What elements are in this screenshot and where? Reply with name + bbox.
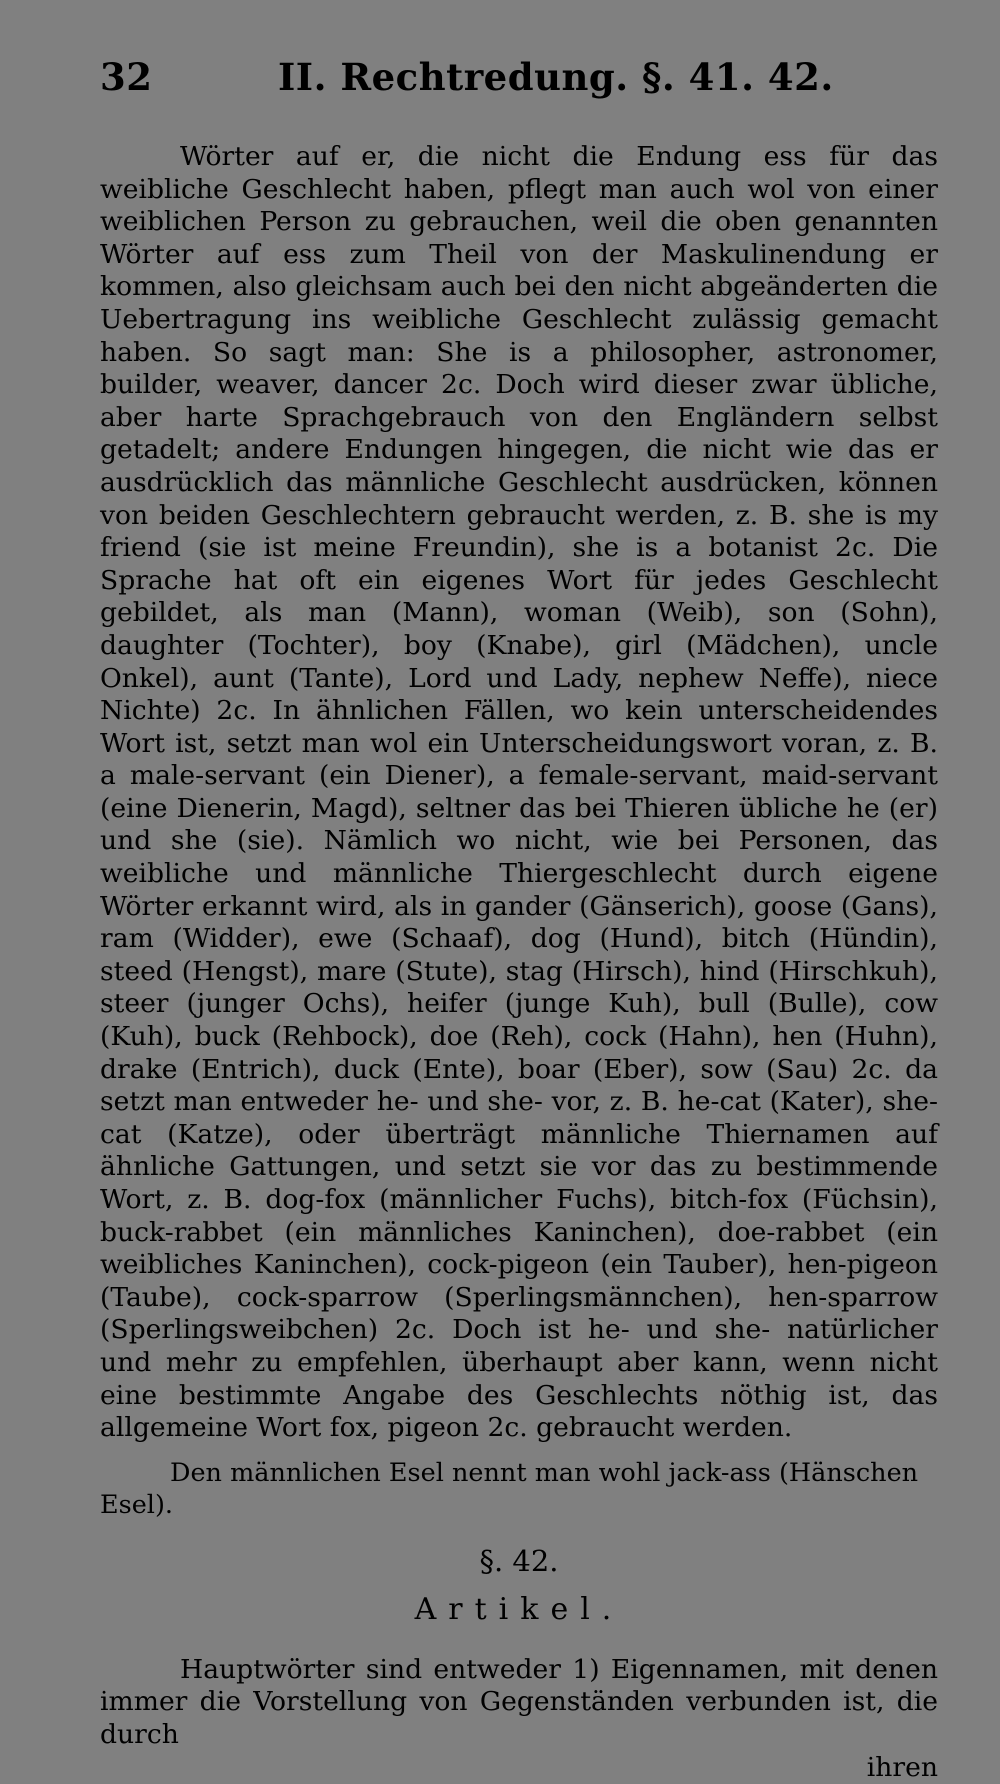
running-title: II. Rechtredung. §. 41. 42. xyxy=(278,55,834,99)
section-title: Artikel. xyxy=(414,1591,624,1627)
section-number: §. 42. xyxy=(479,1543,559,1578)
paragraph xyxy=(100,1654,938,1752)
paragraph-text: Hauptwörter sind entweder 1) Eigennamen, mit denen immer die Vorstellung von Gegenständen verbunden ist, die durch xyxy=(100,1653,938,1750)
page-header xyxy=(100,55,938,113)
footnote xyxy=(100,1457,938,1522)
paragraph xyxy=(100,141,938,1445)
footnote-text: Den männlichen Esel nennt man wohl jack-ass (Hänschen Esel). xyxy=(100,1457,919,1521)
paragraph-text: Wörter auf er, die nicht die Endung ess für das weibliche Geschlecht haben, pflegt man auch wol von einer weiblichen Person zu gebrauchen, weil die oben genannten Wörter auf ess zum Theil von der Maskulinendung er kommen, also gleichsam auch bei den nicht abgeänderten die Uebertragung ins weibliche Geschlecht zulässig gemacht haben. So sagt man: She is a philosopher, astronomer, builder, weaver, dancer 2c. Doch wird dieser zwar übliche, aber harte Sprachgebrauch von den Engländern selbst getadelt; andere Endungen hingegen, die nicht wie das er ausdrücklich das männliche Geschlecht ausdrücken, können von beiden Geschlechtern gebraucht werden, z. B. she is my friend (sie ist meine Freundin), she is a botanist 2c. Die Sprache hat oft ein eigenes Wort für jedes Geschlecht gebildet, als man (Mann), woman (Weib), son (Sohn), daughter (Tochter), boy (Knabe), girl (Mädchen), uncle Onkel), aunt (Tante), Lord und Lady, nephew Neffe), niece Nichte) 2c. In ähnlichen Fällen, wo kein unterscheidendes Wort ist, setzt man wol ein Unterscheidungswort voran, z. B. a male-servant (ein Diener), a female-servant, maid-servant (eine Dienerin, Magd), seltner das bei Thieren übliche he (er) und she (sie). Nämlich wo nicht, wie bei Personen, das weibliche und männliche Thiergeschlecht durch eigene Wörter erkannt wird, als in gander (Gänserich), goose (Gans), ram (Widder), ewe (Schaaf), dog (Hund), bitch (Hündin), steed (Hengst), mare (Stute), stag (Hirsch), hind (Hirschkuh), steer (junger Ochs), heifer (junge Kuh), bull (Bulle), cow (Kuh), buck (Rehbock), doe (Reh), cock (Hahn), hen (Huhn), drake (Entrich), duck (Ente), boar (Eber), sow (Sau) 2c. da setzt man entweder he- und she- vor, z. B. he-cat (Kater), she-cat (Katze), oder überträgt männliche Thiernamen auf ähnliche Gattungen, und setzt sie vor das zu bestimmende Wort, z. B. dog-fox (männlicher Fuchs), bitch-fox (Füchsin), buck-rabbet (ein männliches Kaninchen), doe-rabbet (ein weibliches Kaninchen), cock-pigeon (ein Tauber), hen-pigeon (Taube), cock-sparrow (Sperlingsmännchen), hen-sparrow (Sperlingsweibchen) 2c. Doch ist he- und she- natürlicher und mehr zu empfehlen, überhaupt aber kann, wenn nicht eine bestimmte Angabe des Geschlechts nöthig ist, das allgemeine Wort fox, pigeon 2c. gebraucht werden. xyxy=(100,141,938,1444)
catchword: ihren xyxy=(866,1751,938,1783)
page-body xyxy=(100,141,938,1784)
page-number: 32 xyxy=(100,55,153,99)
